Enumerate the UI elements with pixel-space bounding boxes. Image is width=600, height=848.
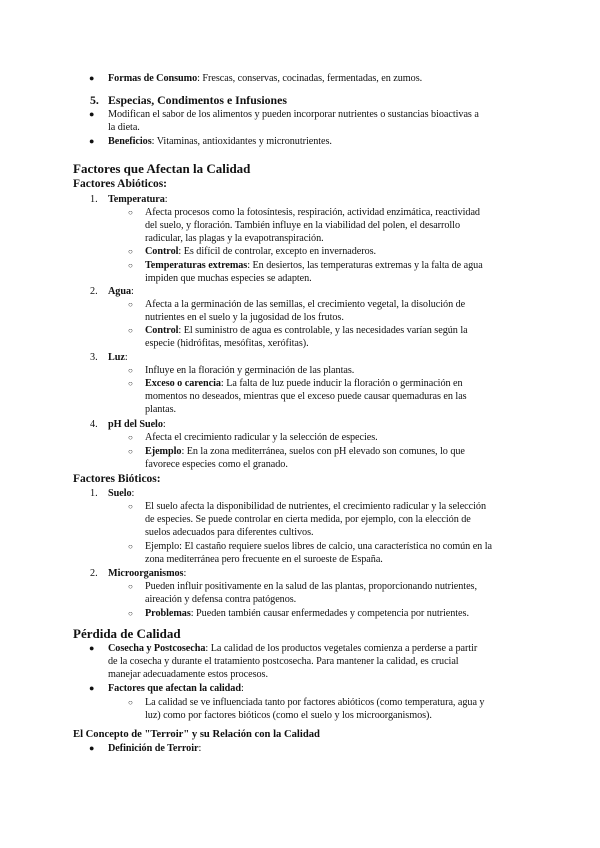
temp-s2: [145, 245, 376, 258]
suelo-s2-l2: zona mediterránea pero frecuente en el suroeste de España.: [145, 554, 383, 565]
micro-s1-l1: Pueden influir positivamente en la salud de las plantas, proporcionando nutrientes,: [145, 581, 477, 592]
luz-label: Luz: [108, 352, 125, 363]
micro-colon: :: [183, 568, 187, 579]
luz-exceso-text: : La falta de luz puede inducir la floración o germinación en: [220, 378, 463, 389]
agua-number: 2.: [90, 286, 98, 297]
ph-s2-l2: favorece especies como el granado.: [145, 459, 288, 470]
agua-s2-l2: especie (hidrófitas, mesófitas, xerófitas).: [145, 338, 309, 349]
temp-number: 1.: [90, 194, 98, 205]
formas-line: [108, 72, 422, 85]
circle-bullet-icon: ○: [128, 609, 133, 618]
temp-control-label: Control: [145, 246, 179, 257]
factores-heading: Factores que Afectan la Calidad: [73, 161, 251, 176]
ph-ejemplo-label: Ejemplo: [145, 446, 182, 457]
luz-s2-l3: plantas.: [145, 404, 177, 415]
circle-bullet-icon: ○: [128, 208, 133, 217]
agua-label: Agua: [108, 286, 132, 297]
luz-s2-l2: momentos no deseados, mientras que el exceso puede causar quemaduras en las: [145, 391, 467, 402]
circle-bullet-icon: ○: [128, 261, 133, 270]
suelo-s1-l3: suelos adecuados para diferentes cultivos.: [145, 527, 314, 538]
circle-bullet-icon: ○: [128, 247, 133, 256]
micro-problemas-label: Problemas: [145, 608, 191, 619]
micro-s1-l2: aireación y defensa contra patógenos.: [145, 594, 297, 605]
especias-heading: Especias, Condimentos e Infusiones: [108, 93, 287, 107]
micro-s2: [145, 607, 469, 620]
abioticos-heading: Factores Abióticos:: [73, 178, 168, 190]
circle-bullet-icon: ○: [128, 300, 133, 309]
circle-bullet-icon: ○: [128, 326, 133, 335]
cosecha-label: Cosecha y Postcosecha: [108, 643, 206, 654]
perdida-b2: [108, 682, 244, 695]
especias-number: 5.: [90, 93, 99, 107]
terroir-b1: [108, 742, 201, 755]
perdida-b2-s1-l2: luz) como por factores bióticos (como el suelo y los microorganismos).: [145, 710, 432, 721]
beneficios-text: : Vitaminas, antioxidantes y micronutrientes.: [151, 136, 332, 147]
factores-calidad-colon: :: [240, 683, 244, 694]
luz-s2-l1: [145, 377, 463, 390]
temp-colon: :: [164, 194, 168, 205]
perdida-b2-s1-l1: La calidad se ve influenciada tanto por factores abióticos (como temperatura, agua y: [145, 697, 485, 708]
temp-label: Temperatura: [108, 194, 165, 205]
suelo-s1-l2: de especies. Se puede controlar en cierta medida, por ejemplo, con la elección de: [145, 514, 471, 525]
temp-extremas-text: : En desiertos, las temperaturas extremas y la falta de agua: [247, 260, 483, 271]
agua-control-label: Control: [145, 325, 179, 336]
circle-bullet-icon: ○: [128, 433, 133, 442]
circle-bullet-icon: ○: [128, 447, 133, 456]
ph-label: pH del Suelo: [108, 419, 163, 430]
perdida-b1-l3: manejar adecuadamente estos procesos.: [108, 669, 268, 680]
circle-bullet-icon: ○: [128, 542, 133, 551]
luz-colon: :: [124, 352, 128, 363]
factores-calidad-label: Factores que afectan la calidad: [108, 683, 241, 694]
perdida-b1-l1: [108, 642, 477, 655]
suelo-number: 1.: [90, 488, 98, 499]
beneficios-label: Beneficios: [108, 136, 152, 147]
temp-s1-l2: del suelo, y floración. También influye en la viabilidad del polen, el desarrollo: [145, 220, 461, 231]
micro-number: 2.: [90, 568, 98, 579]
temp-s3-l2: impiden que muchas especies se adapten.: [145, 273, 312, 284]
bullet-icon: ●: [89, 136, 95, 146]
ph-s2-l1: [145, 445, 465, 458]
circle-bullet-icon: ○: [128, 582, 133, 591]
luz-number: 3.: [90, 352, 98, 363]
luz-line: [108, 351, 128, 364]
suelo-colon: :: [131, 488, 135, 499]
agua-colon: :: [131, 286, 134, 297]
suelo-line: [108, 487, 134, 500]
agua-control-text: : El suministro de agua es controlable, y las necesidades varían según la: [178, 325, 468, 336]
suelo-label: Suelo: [108, 488, 132, 499]
agua-line: [108, 285, 134, 298]
agua-s1-l2: nutrientes en el suelo y la jugosidad de los frutos.: [145, 312, 344, 323]
temp-line: [108, 193, 168, 206]
luz-exceso-label: Exceso o carencia: [145, 378, 221, 389]
circle-bullet-icon: ○: [128, 502, 133, 511]
agua-s2-l1: [145, 324, 468, 337]
micro-line: [108, 567, 186, 580]
temp-extremas-label: Temperaturas extremas: [145, 260, 248, 271]
micro-problemas-text: : Pueden también causar enfermedades y competencia por nutrientes.: [190, 608, 469, 619]
bullet-icon: ●: [89, 743, 95, 753]
circle-bullet-icon: ○: [128, 379, 133, 388]
ph-ejemplo-text: : En la zona mediterránea, suelos con pH elevado son comunes, lo que: [181, 446, 465, 457]
formas-label: Formas de Consumo: [108, 73, 198, 84]
especias-b1-l1: Modifican el sabor de los alimentos y pueden incorporar nutrientes o sustancias bioactivas a: [108, 109, 479, 120]
perdida-b1-l2: de la cosecha y durante el tratamiento postcosecha. Para mantener la calidad, es crucial: [108, 656, 459, 667]
suelo-s2-l1: Ejemplo: El castaño requiere suelos libres de calcio, una característica no común en la: [145, 541, 492, 552]
bullet-icon: ●: [89, 683, 95, 693]
temp-s3-l1: [145, 259, 483, 272]
temp-s1-l3: radicular, las plagas y la evapotranspiración.: [145, 233, 324, 244]
especias-b1-l2: la dieta.: [108, 122, 140, 133]
terroir-def-colon: :: [198, 743, 202, 754]
luz-s1: Influye en la floración y germinación de las plantas.: [145, 365, 355, 376]
temp-control-text: : Es difícil de controlar, excepto en invernaderos.: [178, 246, 377, 257]
bullet-icon: ●: [89, 109, 95, 119]
micro-label: Microorganismos: [108, 568, 184, 579]
ph-s1: Afecta el crecimiento radicular y la selección de especies.: [145, 432, 378, 443]
suelo-s1-l1: El suelo afecta la disponibilidad de nutrientes, el crecimiento radicular y la selección: [145, 501, 486, 512]
circle-bullet-icon: ○: [128, 698, 133, 707]
especias-b2: [108, 135, 332, 148]
ph-colon: :: [162, 419, 166, 430]
terroir-heading: El Concepto de "Terroir" y su Relación con la Calidad: [73, 729, 320, 740]
terroir-def-label: Definición de Terroir: [108, 743, 199, 754]
bullet-icon: ●: [89, 73, 95, 83]
ph-line: [108, 418, 166, 431]
bullet-icon: ●: [89, 643, 95, 653]
ph-number: 4.: [90, 419, 98, 430]
formas-text: : Frescas, conservas, cocinadas, fermentadas, en zumos.: [197, 73, 423, 84]
circle-bullet-icon: ○: [128, 366, 133, 375]
bioticos-heading: Factores Bióticos:: [73, 473, 161, 485]
perdida-heading: Pérdida de Calidad: [73, 626, 181, 641]
agua-s1-l1: Afecta a la germinación de las semillas, el crecimiento vegetal, la disolución de: [145, 299, 466, 310]
temp-s1-l1: Afecta procesos como la fotosíntesis, respiración, actividad enzimática, reactividad: [145, 207, 480, 218]
cosecha-text: : La calidad de los productos vegetales comienza a perderse a partir: [205, 643, 478, 654]
